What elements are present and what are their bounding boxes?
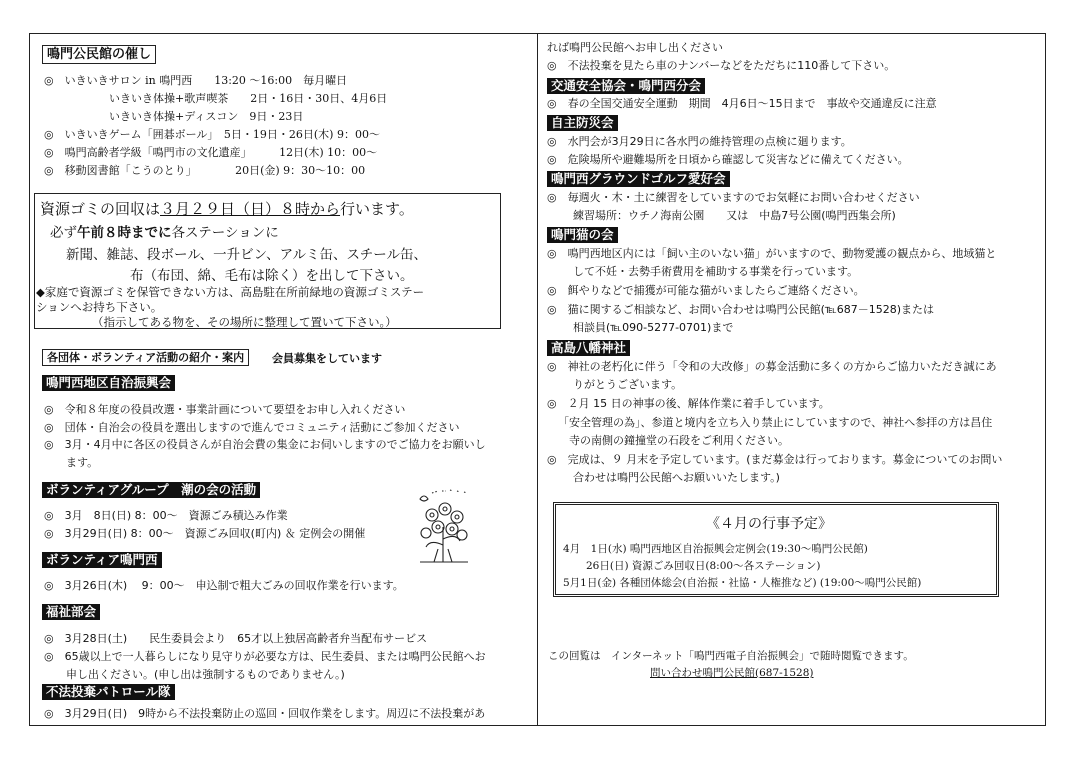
patrol-title: 不法投棄パトロール隊 [42, 684, 175, 700]
golf-title: 鳴門西グラウンドゴルフ愛好会 [547, 171, 730, 187]
events-title: 鳴門公民館の催し [42, 45, 156, 64]
garbage-title-prefix: 資源ゴミの回収は [40, 200, 161, 218]
groups-title: 各団体・ボランティア活動の紹介・案内 [42, 349, 249, 366]
bousai-title: 自主防災会 [547, 115, 618, 131]
footer-notice: この回覧は インターネット「鳴門西電子自治振興会」で随時閲覧できます。 [548, 650, 914, 662]
event-line: いきいき体操+ディスコン 9日・23日 [109, 110, 304, 123]
patrol-line: れば鳴門公民館へお申し出ください [547, 41, 723, 54]
april-line: 5月1日(金) 各種団体総会(自治振・社協・人権推など) (19:00〜鳴門公民館) [563, 577, 922, 589]
bousai-line: ◎ 危険場所や避難場所を日頃から確認して災害などに備えてください。 [547, 153, 909, 166]
event-line: ◎ 鳴門高齢者学級「鳴門市の文化遺産」 12日(木) 10：00〜 [44, 146, 378, 159]
volunteer-line: ◎ 3月26日(木) 9：00〜 申込制で粗大ごみの回収作業を行います。 [44, 579, 404, 592]
shrine-line: ◎ 神社の老朽化に伴う「令和の大改修」の募金活動に多くの方からご協力いただき誠にあ [547, 360, 997, 373]
cat-line: して不妊・去勢手術費用を補助する事業を行っています。 [573, 265, 859, 278]
welfare-line: 申し出ください。(申し出は強制するものでありません。) [66, 668, 345, 681]
event-line: ◎ いきいきゲーム「囲碁ボール」 5日・19日・26日(木) 9：00〜 [44, 128, 380, 141]
traffic-line: ◎ 春の全国交通安全運動 期間 4月6日〜15日まで 事故や交通違反に注意 [547, 97, 937, 110]
garbage-items-1: 新聞、雑誌、段ボール、一升ビン、アルミ缶、スチール缶、 [66, 247, 427, 263]
column-divider [537, 33, 538, 726]
golf-line: 練習場所：ウチノ海南公園 又は 中島7号公園(鳴門西集会所) [573, 209, 896, 222]
april-line: 26日(日) 資源ごみ回収日(8:00〜各ステーション) [586, 560, 821, 572]
cat-line: 相談員(℡090-5277-0701)まで [573, 321, 734, 334]
garbage-note: （指示してある物を、その場所に整理して置いて下さい。） [92, 315, 397, 329]
april-line: 4月 1日(水) 鳴門西地区自治振興会定例会(19:30〜鳴門公民館) [563, 543, 868, 555]
april-title: 《４月の行事予定》 [706, 516, 832, 532]
golf-line: ◎ 毎週火・木・土に練習をしていますのでお気軽にお問い合わせください [547, 191, 920, 204]
welfare-title: 福祉部会 [42, 604, 100, 620]
shrine-line: ◎ 完成は、９ 月末を予定しています。(まだ募金は行っております。募金についてのお問い [547, 453, 1003, 466]
cat-line: ◎ 餌やりなどで捕獲が可能な猫がいましたらご連絡ください。 [547, 284, 865, 297]
traffic-title: 交通安全協会・鳴門西分会 [547, 78, 705, 94]
shio-line: ◎ 3月29日(日) 8：00〜 資源ごみ回収(町内) ＆ 定例会の開催 [44, 527, 366, 540]
welfare-line: ◎ 65歳以上で一人暮らしになり見守りが必要な方は、民生委員、または鳴門公民館へお [44, 650, 486, 663]
cat-title: 鳴門猫の会 [547, 227, 618, 243]
garbage-note: ションへお持ち下さい。 [36, 300, 163, 314]
garbage-deadline-time: 午前８時までに [77, 225, 172, 241]
garbage-items-2: 布（布団、綿、毛布は除く）を出して下さい。 [130, 268, 414, 284]
jichi-line: ◎ 3月・4月中に各区の役員さんが自治会費の集金にお伺いしますのでご協力をお願いし [44, 438, 486, 451]
shrine-line: ◎ ２月 15 日の神事の後、解体作業に着手しています。 [547, 397, 830, 410]
garbage-deadline-prefix: 必ず [50, 225, 77, 241]
jichi-title: 鳴門西地区自治振興会 [42, 375, 175, 391]
garbage-title-suffix: 行います。 [340, 200, 414, 218]
shrine-line: りがとうございます。 [573, 378, 683, 391]
footer-contact: 問い合わせ鳴門公民館(687-1528) [650, 667, 814, 679]
shrine-line: 「安全管理の為」、参道と境内を立ち入り禁止にしていますので、神社へ参拝の方は昌住 [558, 416, 993, 429]
flower-illustration-icon [412, 487, 474, 565]
cat-line: ◎ 猫に関するご相談など、お問い合わせは鳴門公民館(℡687－1528)または [547, 303, 934, 316]
event-line: ◎ 移動図書館「こうのとり」 20日(金) 9：30〜10：00 [44, 164, 366, 177]
jichi-line: ます。 [66, 456, 99, 469]
shio-title: ボランティアグループ 潮の会の活動 [42, 482, 260, 498]
shrine-title: 高島八幡神社 [547, 340, 630, 356]
garbage-note: ◆家庭で資源ゴミを保管できない方は、高島駐在所前緑地の資源ゴミステー [36, 285, 425, 299]
jichi-line: ◎ 令和８年度の役員改選・事業計画について要望をお申し入れください [44, 403, 406, 416]
event-line: いきいき体操+歌声喫茶 2日・16日・30日、4月6日 [109, 92, 388, 105]
garbage-deadline-suffix: 各ステーションに [171, 225, 279, 241]
cat-line: ◎ 鳴門西地区内には「飼い主のいない猫」がいますので、動物愛護の観点から、地域猫と [547, 247, 997, 260]
recruit-text: 会員募集をしています [272, 352, 382, 365]
patrol-line: ◎ 3月29日(日) 9時から不法投棄防止の巡回・回収作業をします。周辺に不法投棄があ [44, 707, 486, 720]
garbage-title-date: ３月２９日（日）８時から [160, 200, 341, 218]
garbage-deadline [50, 221, 279, 241]
event-line: ◎ いきいきサロン in 鳴門西 13:20 〜16:00 毎月曜日 [44, 74, 348, 87]
bousai-line: ◎ 水門会が3月29日に各水門の維持管理の点検に廻ります。 [547, 135, 852, 148]
shrine-line: 寺の南側の鐘撞堂の石段をご利用ください。 [569, 434, 789, 447]
garbage-title [40, 198, 414, 219]
jichi-line: ◎ 団体・自治会の役員を選出しますので進んでコミュニティ活動にご参加ください [44, 421, 460, 434]
volunteer-title: ボランティア鳴門西 [42, 552, 162, 568]
shio-line: ◎ 3月 8日(日) 8：00〜 資源ごみ積込み作業 [44, 509, 288, 522]
welfare-line: ◎ 3月28日(土) 民生委員会より 65才以上独居高齢者弁当配布サービス [44, 632, 428, 645]
patrol-line: ◎ 不法投棄を見たら車のナンバーなどをただちに110番して下さい。 [547, 59, 896, 72]
shrine-line: 合わせは鳴門公民館へお願いいたします。) [573, 471, 780, 484]
